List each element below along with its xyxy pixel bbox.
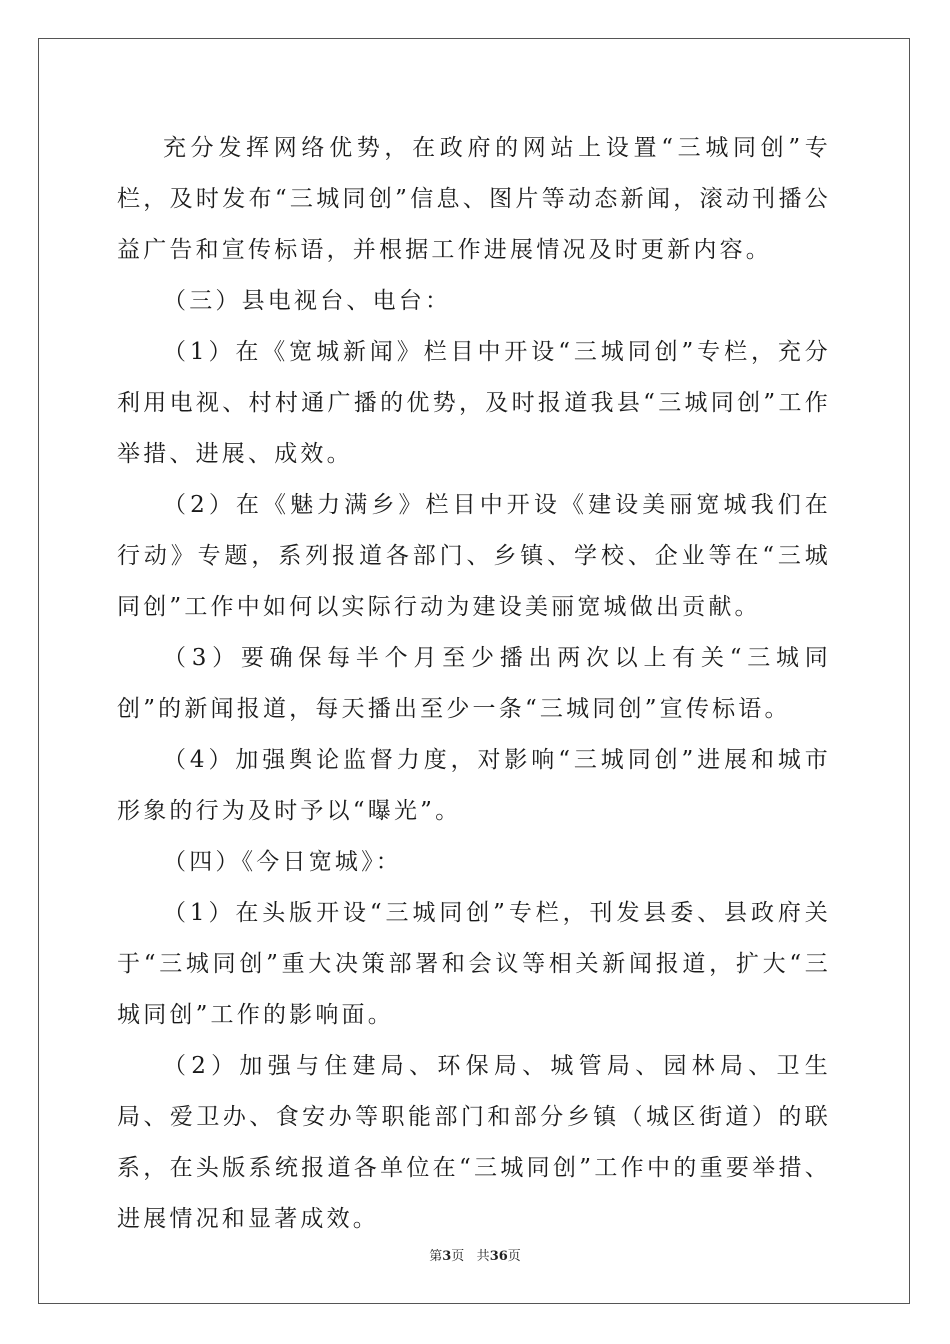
footer-total-unit: 页 [507,1249,521,1264]
paragraph: 充分发挥网络优势，在政府的网站上设置“三城同创”专栏，及时发布“三城同创”信息、图片等动态新闻，滚动刊播公益广告和宣传标语，并根据工作进展情况及时更新内容。 [117,135,831,263]
paragraph: （4）加强舆论监督力度，对影响“三城同创”进展和城市形象的行为及时予以“曝光”。 [117,747,831,824]
footer-total-prefix: 共 [476,1249,490,1264]
paragraph: （1）在头版开设“三城同创”专栏，刊发县委、县政府关于“三城同创”重大决策部署和会议等相关新闻报道，扩大“三城同创”工作的影响面。 [117,900,831,1028]
current-page-number: 3 [442,1249,452,1264]
document-body [117,123,831,1245]
paragraph: （1）在《宽城新闻》栏目中开设“三城同创”专栏，充分利用电视、村村通广播的优势，及时报道我县“三城同创”工作举措、进展、成效。 [117,339,831,467]
footer-page-unit: 页 [451,1249,465,1264]
paragraph: （2）加强与住建局、环保局、城管局、园林局、卫生局、爱卫办、食安办等职能部门和部分乡镇（城区街道）的联系，在头版系统报道各单位在“三城同创”工作中的重要举措、进展情况和显著成效。 [117,1053,831,1232]
section-heading: （三）县电视台、电台： [163,288,452,314]
paragraph: （2）在《魅力满乡》栏目中开设《建设美丽宽城我们在行动》专题，系列报道各部门、乡镇、学校、企业等在“三城同创”工作中如何以实际行动为建设美丽宽城做出贡献。 [117,492,831,620]
paragraph: （3）要确保每半个月至少播出两次以上有关“三城同创”的新闻报道，每天播出至少一条“三城同创”宣传标语。 [117,645,831,722]
footer-prefix: 第 [429,1249,443,1264]
total-pages-number: 36 [489,1249,508,1264]
page-footer [0,1245,950,1264]
section-heading: （四）《今日宽城》： [163,849,402,875]
